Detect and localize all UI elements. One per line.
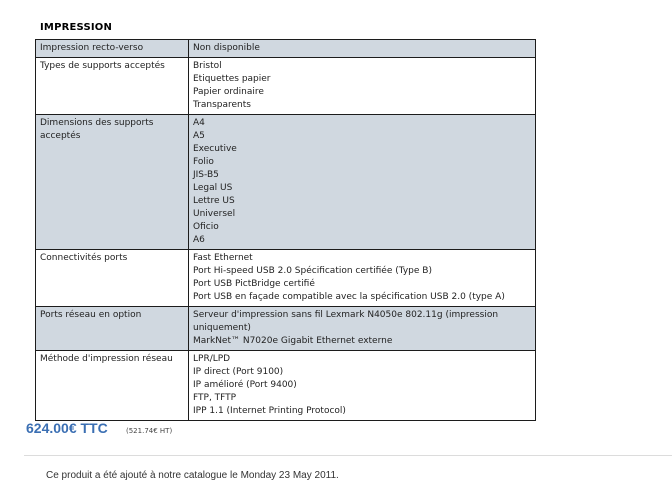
spec-value: Executive xyxy=(193,144,237,154)
price-ht: (521.74€ HT) xyxy=(126,427,173,435)
spec-row xyxy=(36,115,536,250)
divider xyxy=(24,455,672,456)
spec-value: Legal US xyxy=(193,183,233,193)
spec-value: Etiquettes papier xyxy=(193,74,271,84)
spec-value-cell xyxy=(189,115,536,250)
spec-value: Transparents xyxy=(193,100,251,110)
spec-value: Fast Ethernet xyxy=(193,253,253,263)
spec-value: A5 xyxy=(193,131,205,141)
spec-value: A6 xyxy=(193,235,205,245)
spec-row xyxy=(36,40,536,58)
spec-label: Méthode d'impression réseau xyxy=(36,351,189,421)
spec-row xyxy=(36,250,536,307)
spec-value: JIS-B5 xyxy=(193,170,219,180)
spec-value-cell xyxy=(189,40,536,58)
spec-label: Types de supports acceptés xyxy=(36,58,189,115)
spec-value: MarkNet™ N7020e Gigabit Ethernet externe xyxy=(193,336,393,346)
spec-label: Impression recto-verso xyxy=(36,40,189,58)
spec-value-cell xyxy=(189,250,536,307)
spec-row xyxy=(36,58,536,115)
spec-value-cell xyxy=(189,58,536,115)
spec-value: Port USB PictBridge certifié xyxy=(193,279,315,289)
spec-value: LPR/LPD xyxy=(193,354,231,364)
catalogue-date-note: Ce produit a été ajouté à notre catalogue le Monday 23 May 2011. xyxy=(46,470,339,481)
spec-value: Port USB en façade compatible avec la spécification USB 2.0 (type A) xyxy=(193,292,505,302)
section-title: IMPRESSION xyxy=(40,22,113,33)
spec-value-cell xyxy=(189,307,536,351)
spec-value: A4 xyxy=(193,118,205,128)
spec-value: Papier ordinaire xyxy=(193,87,264,97)
spec-value: Oficio xyxy=(193,222,219,232)
spec-value: Universel xyxy=(193,209,236,219)
spec-value: Bristol xyxy=(193,61,222,71)
spec-value: IP direct (Port 9100) xyxy=(193,367,284,377)
spec-value: Folio xyxy=(193,157,214,167)
spec-label: Ports réseau en option xyxy=(36,307,189,351)
spec-row xyxy=(36,351,536,421)
spec-label: Dimensions des supports acceptés xyxy=(36,115,189,250)
spec-label: Connectivités ports xyxy=(36,250,189,307)
spec-value: Lettre US xyxy=(193,196,235,206)
spec-row xyxy=(36,307,536,351)
spec-value: IPP 1.1 (Internet Printing Protocol) xyxy=(193,406,346,416)
spec-value: Non disponible xyxy=(193,43,260,53)
spec-value: Port Hi-speed USB 2.0 Spécification certifiée (Type B) xyxy=(193,266,432,276)
price-ttc: 624.00€ TTC xyxy=(26,420,108,436)
spec-value: FTP, TFTP xyxy=(193,393,237,403)
spec-value: IP amélioré (Port 9400) xyxy=(193,380,297,390)
spec-value-cell xyxy=(189,351,536,421)
spec-table xyxy=(35,39,536,421)
spec-value: Serveur d'impression sans fil Lexmark N4050e 802.11g (impression uniquement) xyxy=(193,310,499,333)
